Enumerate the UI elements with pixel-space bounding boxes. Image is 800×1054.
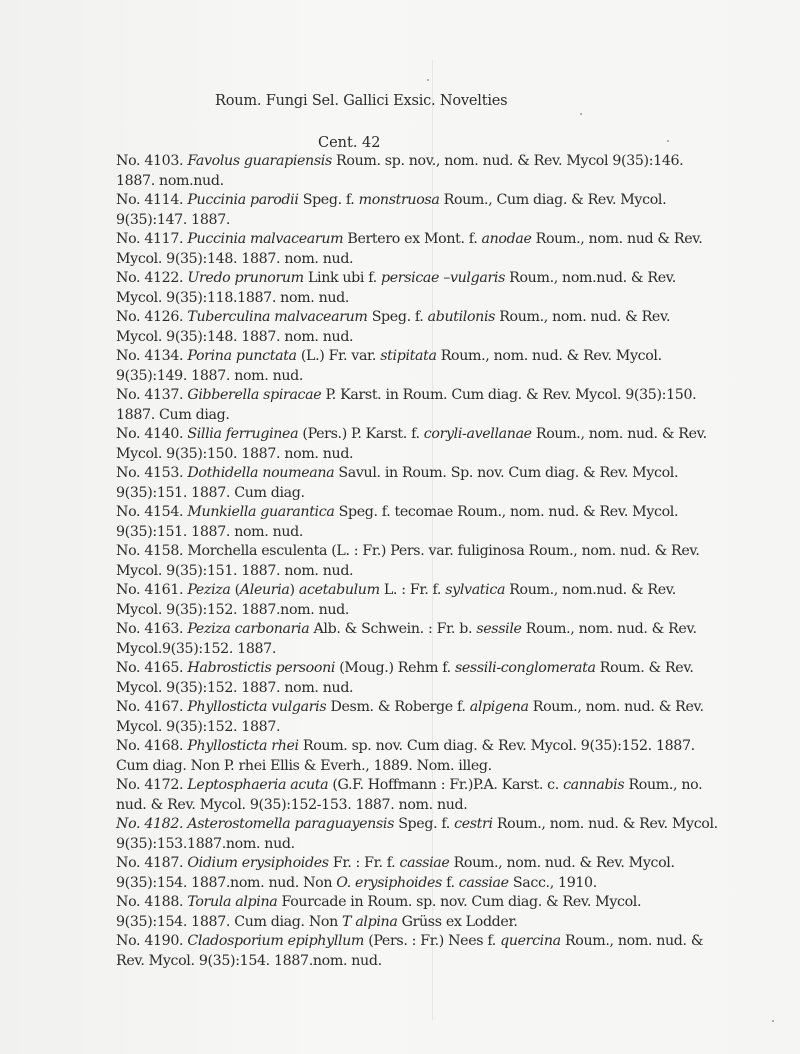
entry-text: Roum. & Rev. <box>595 660 694 676</box>
taxon-name: abutilonis <box>427 309 496 325</box>
document-title: Roum. Fungi Sel. Gallici Exsic. Novelties <box>215 93 508 109</box>
entry-line <box>116 464 716 484</box>
entry-text: Cum diag. Non P. rhei Ellis & Everh., 1889. Nom. illeg. <box>116 757 492 774</box>
entry-line <box>116 796 716 816</box>
entry-text: No. 4172. <box>116 777 188 793</box>
taxon-name: stipitata <box>380 348 437 364</box>
entry-text: Roum. sp. nov. Cum diag. & Rev. Mycol. 9(35):152. 1887. <box>298 738 695 754</box>
entry-text: Mycol. 9(35):152. 1887.nom. nud. <box>116 601 350 618</box>
taxon-name: sylvatica <box>445 582 506 598</box>
entry-line <box>116 269 716 289</box>
entry-line <box>116 289 716 309</box>
taxon-name: cassiae <box>399 855 450 871</box>
entry-line <box>116 601 716 621</box>
taxon-name: acetabulum <box>298 582 380 598</box>
entry-text: Roum., nom. nud. & Rev. Mycol. <box>436 348 662 364</box>
entry-text: ) <box>289 582 299 598</box>
entry-text: 9(35):149. 1887. nom. nud. <box>116 367 304 384</box>
entry-line <box>116 620 716 640</box>
entry-text: Roum., nom. nud. & Rev. <box>495 309 671 325</box>
entry-line <box>116 854 716 874</box>
taxon-name: No. 4182. Asterostomella paraguayensis <box>116 816 395 832</box>
entry-text: No. 4134. <box>116 348 188 364</box>
entry-line <box>116 737 716 757</box>
scan-speck <box>427 79 429 81</box>
entry-line <box>116 698 716 718</box>
entry-text: Rev. Mycol. 9(35):154. 1887.nom. nud. <box>116 952 382 969</box>
entry-text: (L.) Fr. var. <box>296 348 381 364</box>
entry-line <box>116 757 716 777</box>
entry-text: Roum., nom.nud. & Rev. <box>505 270 676 286</box>
entry-line <box>116 152 716 172</box>
list-item <box>116 620 716 659</box>
entry-line <box>116 328 716 348</box>
taxon-name: persicae –vulgaris <box>380 270 505 286</box>
entry-text: Roum., Cum diag. & Rev. Mycol. <box>439 192 667 208</box>
taxon-name: Uredo prunorum <box>187 270 304 286</box>
entry-line <box>116 776 716 796</box>
entry-text: No. 4167. <box>116 699 188 715</box>
entry-text: Mycol. 9(35):148. 1887. nom. nud. <box>116 328 354 345</box>
entry-text: Desm. & Roberge f. <box>326 699 470 715</box>
entry-text: ( <box>230 582 240 598</box>
entry-text: 9(35):153.1887.nom. nud. <box>116 835 295 852</box>
entry-text: No. 4187. <box>116 855 188 871</box>
entry-line <box>116 425 716 445</box>
entry-line <box>116 640 716 660</box>
list-item <box>116 152 716 191</box>
taxon-name: cestri <box>454 816 493 832</box>
list-item <box>116 737 716 776</box>
entry-text: No. 4163. <box>116 621 188 637</box>
entry-text: f. <box>441 874 459 891</box>
entry-line <box>116 874 716 894</box>
entry-text: No. 4117. <box>116 231 188 247</box>
taxon-name: Puccinia parodii <box>187 192 299 208</box>
entry-line <box>116 484 716 504</box>
taxon-name: sessile <box>476 621 522 637</box>
taxon-name: Cladosporium epiphyllum <box>187 933 365 949</box>
taxon-name: Munkiella guarantica <box>187 504 335 520</box>
taxon-name: cannabis <box>563 777 625 793</box>
taxon-name: Phyllosticta vulgaris <box>187 699 327 715</box>
entry-line <box>116 893 716 913</box>
entry-text: (Pers.) P. Karst. f. <box>298 426 424 442</box>
taxon-name: alpigena <box>469 699 529 715</box>
taxon-name: Dothidella noumeana <box>187 465 335 481</box>
scan-speck <box>580 113 582 115</box>
list-item <box>116 269 716 308</box>
entry-text: L. : Fr. f. <box>379 582 446 598</box>
taxon-name: Puccinia malvacearum <box>187 231 344 247</box>
taxon-name: Porina punctata <box>187 348 297 364</box>
entry-text: Roum., nom. nud. & <box>560 933 704 949</box>
taxon-name: Torula alpina <box>187 894 278 910</box>
entry-text: Roum., nom. nud & Rev. <box>531 231 703 247</box>
entry-text: Speg. f. <box>298 192 359 208</box>
entry-text: Roum., nom. nud. & Rev. <box>531 426 707 442</box>
taxon-name: Aleuria <box>239 582 290 598</box>
entry-line <box>116 952 716 972</box>
entry-text: 1887. Cum diag. <box>116 406 230 423</box>
entry-line <box>116 406 716 426</box>
entry-text: (Moug.) Rehm f. <box>335 660 455 676</box>
list-item <box>116 581 716 620</box>
list-item <box>116 230 716 269</box>
entry-line <box>116 230 716 250</box>
list-item <box>116 776 716 815</box>
taxon-name: Peziza <box>187 582 231 598</box>
entry-text: Roum., nom. nud. & Rev. <box>528 699 704 715</box>
entry-text: 1887. nom.nud. <box>116 172 224 189</box>
entry-line <box>116 503 716 523</box>
entry-text: nud. & Rev. Mycol. 9(35):152-153. 1887. nom. nud. <box>116 796 468 813</box>
entry-text: No. 4161. <box>116 582 188 598</box>
entry-text: P. Karst. in Roum. Cum diag. & Rev. Mycol. 9(35):150. <box>321 387 697 403</box>
entry-line <box>116 679 716 699</box>
entry-text: Speg. f. <box>394 816 455 832</box>
entry-text: 9(35):151. 1887. nom. nud. <box>116 523 304 540</box>
entry-text: Alb. & Schwein. : Fr. b. <box>309 621 477 637</box>
entry-text: Speg. f. tecomae Roum., nom. nud. & Rev. Mycol. <box>334 504 679 520</box>
entry-line <box>116 581 716 601</box>
list-item <box>116 191 716 230</box>
entry-text: No. 4158. Morchella esculenta (L. : Fr.) Pers. var. fuliginosa Roum., nom. nud. & Rev. <box>116 543 700 559</box>
entry-line <box>116 835 716 855</box>
entry-text: No. 4126. <box>116 309 188 325</box>
list-item <box>116 815 716 854</box>
entry-line <box>116 542 716 562</box>
list-item <box>116 425 716 464</box>
taxon-name: cassiae <box>458 874 509 891</box>
entry-text: Roum. sp. nov., nom. nud. & Rev. Mycol 9(35):146. <box>331 153 684 169</box>
entry-text: No. 4140. <box>116 426 188 442</box>
entry-line <box>116 815 716 835</box>
list-item <box>116 347 716 386</box>
list-item <box>116 386 716 425</box>
taxon-name: Favolus guarapiensis <box>187 153 332 169</box>
entry-text: No. 4103. <box>116 153 188 169</box>
entry-text: Speg. f. <box>367 309 428 325</box>
entry-text: Sacc., 1910. <box>508 874 597 891</box>
entry-text: Grüss ex Lodder. <box>397 913 518 930</box>
entry-text: 9(35):147. 1887. <box>116 211 231 228</box>
list-item <box>116 698 716 737</box>
entry-text: Mycol.9(35):152. 1887. <box>116 640 277 657</box>
entry-text: (Pers. : Fr.) Nees f. <box>364 933 501 949</box>
entry-line <box>116 347 716 367</box>
entry-text: Fourcade in Roum. sp. nov. Cum diag. & Rev. Mycol. <box>277 894 642 910</box>
entry-line <box>116 659 716 679</box>
entry-line <box>116 562 716 582</box>
entry-text: Roum., no. <box>624 777 703 793</box>
entry-text: No. 4122. <box>116 270 188 286</box>
list-item <box>116 854 716 893</box>
taxon-name: quercina <box>500 933 561 949</box>
taxon-name: monstruosa <box>358 192 440 208</box>
entry-line <box>116 191 716 211</box>
taxon-name: O. erysiphoides <box>336 874 442 891</box>
entry-text: No. 4137. <box>116 387 188 403</box>
taxon-name: Tuberculina malvacearum <box>187 309 368 325</box>
entry-text: 9(35):154. 1887. Cum diag. Non <box>116 913 343 930</box>
entry-line <box>116 211 716 231</box>
entry-text: No. 4188. <box>116 894 188 910</box>
century-heading: Cent. 42 <box>318 135 381 151</box>
entry-text: Mycol. 9(35):151. 1887. nom. nud. <box>116 562 354 579</box>
list-item <box>116 893 716 932</box>
entry-line <box>116 445 716 465</box>
entry-text: 9(35):154. 1887.nom. nud. Non <box>116 874 337 891</box>
list-item <box>116 659 716 698</box>
entry-line <box>116 523 716 543</box>
taxon-name: Peziza carbonaria <box>187 621 310 637</box>
entry-text: No. 4114. <box>116 192 188 208</box>
entry-text: (G.F. Hoffmann : Fr.)P.A. Karst. c. <box>328 777 564 793</box>
taxon-name: Sillia ferruginea <box>187 426 299 442</box>
entry-line <box>116 250 716 270</box>
taxon-name: Habrostictis persooni <box>187 660 336 676</box>
entry-line <box>116 367 716 387</box>
entry-text: Mycol. 9(35):152. 1887. nom. nud. <box>116 679 354 696</box>
entry-text: 9(35):151. 1887. Cum diag. <box>116 484 305 501</box>
taxon-name: sessili-conglomerata <box>454 660 596 676</box>
list-item <box>116 308 716 347</box>
list-item <box>116 503 716 542</box>
entry-text: Mycol. 9(35):152. 1887. <box>116 718 281 735</box>
entry-text: No. 4153. <box>116 465 188 481</box>
list-item <box>116 464 716 503</box>
entry-text: Roum., nom.nud. & Rev. <box>505 582 676 598</box>
entry-text: Roum., nom. nud. & Rev. <box>521 621 697 637</box>
entry-text: Mycol. 9(35):150. 1887. nom. nud. <box>116 445 354 462</box>
entry-text: Savul. in Roum. Sp. nov. Cum diag. & Rev. Mycol. <box>334 465 679 481</box>
entry-text: Bertero ex Mont. f. <box>343 231 482 247</box>
taxon-name: Oidium erysiphoides <box>187 855 329 871</box>
entry-text: Fr. : Fr. f. <box>328 855 400 871</box>
taxon-name: anodae <box>481 231 532 247</box>
entry-text: No. 4154. <box>116 504 188 520</box>
novelties-list <box>116 152 716 971</box>
entry-text: Link ubi f. <box>303 270 381 286</box>
entry-text: Roum., nom. nud. & Rev. Mycol. <box>492 816 718 832</box>
entry-line <box>116 913 716 933</box>
list-item <box>116 542 716 581</box>
scan-speck <box>667 140 669 142</box>
taxon-name: coryli-avellanae <box>423 426 532 442</box>
entry-text: No. 4190. <box>116 933 188 949</box>
taxon-name: Gibberella spiracae <box>187 387 322 403</box>
entry-line <box>116 718 716 738</box>
entry-line <box>116 172 716 192</box>
taxon-name: Phyllosticta rhei <box>187 738 299 754</box>
scan-speck <box>772 1020 774 1022</box>
taxon-name: T alpina <box>342 913 398 930</box>
entry-text: No. 4165. <box>116 660 188 676</box>
entry-text: Mycol. 9(35):118.1887. nom. nud. <box>116 289 350 306</box>
entry-text: Roum., nom. nud. & Rev. Mycol. <box>449 855 675 871</box>
entry-text: No. 4168. <box>116 738 188 754</box>
list-item <box>116 932 716 971</box>
entry-line <box>116 308 716 328</box>
entry-line <box>116 386 716 406</box>
taxon-name: Leptosphaeria acuta <box>187 777 329 793</box>
entry-line <box>116 932 716 952</box>
entry-text: Mycol. 9(35):148. 1887. nom. nud. <box>116 250 354 267</box>
